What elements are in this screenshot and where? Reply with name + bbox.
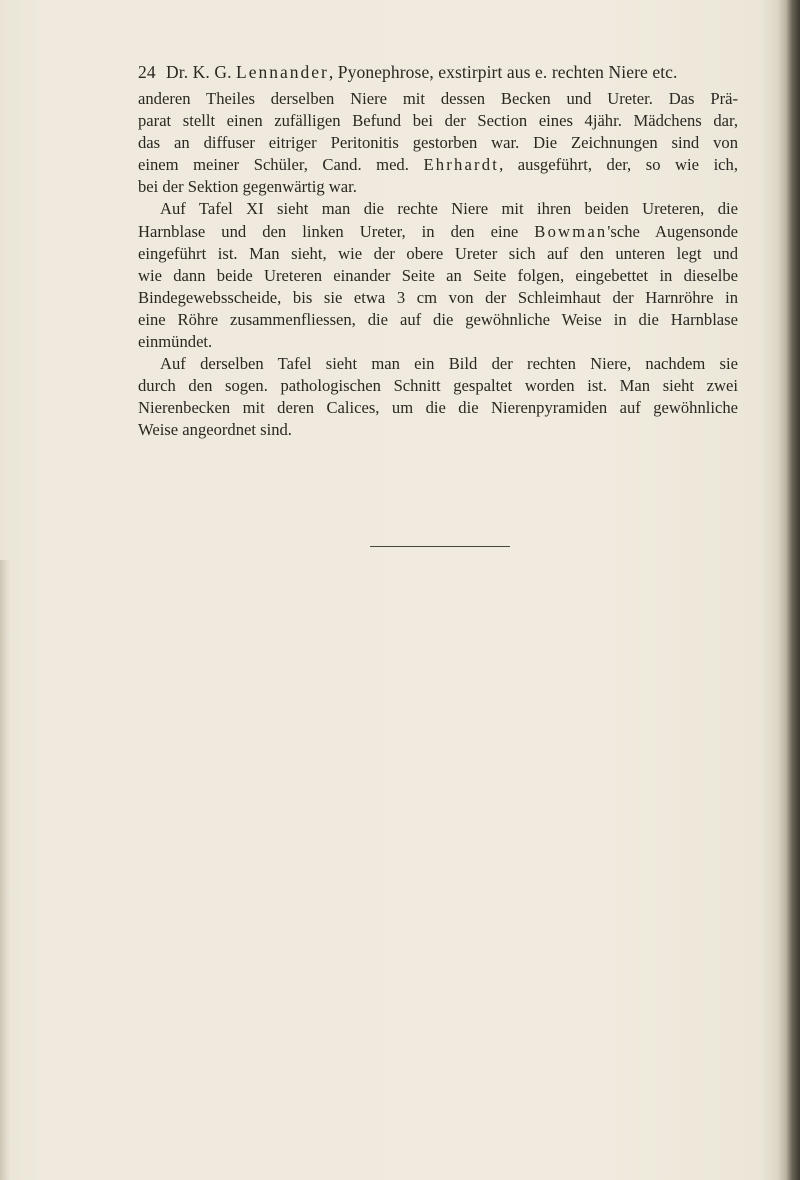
page-edge-shadow-left <box>0 560 10 1180</box>
text-line: Auf derselben Tafel sieht man ein Bild der rechten Niere, nachdem sie <box>160 354 738 374</box>
text-line <box>138 221 738 243</box>
page-edge-shadow-right <box>778 0 800 1180</box>
text-line: das an diffuser eitriger Peritonitis gestorben war. Die Zeichnungen sind von <box>138 133 738 153</box>
text-line: eine Röhre zusammenfliessen, die auf die gewöhnliche Weise in die Harnblase <box>138 309 738 329</box>
text-line: anderen Theiles derselben Niere mit dessen Becken und Ureter. Das Prä- <box>138 89 738 108</box>
text-line: Weise angeordnet sind. <box>138 420 292 440</box>
text-line: einmündet. <box>138 332 213 352</box>
spaced-name: Bowman <box>534 221 608 241</box>
text-segment: , ausgeführt, der, so wie ich, <box>499 155 738 175</box>
text-line: bei der Sektion gegenwärtig war. <box>138 177 357 197</box>
text-line: Bindegewebsscheide, bis sie etwa 3 cm von der Schleimhaut der Harnröhre in <box>138 287 738 307</box>
running-header <box>138 62 738 83</box>
header-author-name: Lennander <box>236 62 329 82</box>
text-line <box>138 154 738 176</box>
header-title: , Pyonephrose, exstirpirt aus e. rechten Niere etc. <box>328 62 678 82</box>
text-segment: einem meiner Schüler, Cand. med. <box>138 155 424 175</box>
text-segment: Harnblase und den linken Ureter, in den eine <box>138 221 535 241</box>
body-text <box>138 88 738 442</box>
text-line: eingeführt ist. Man sieht, wie der obere Ureter sich auf den unteren legt und <box>138 243 738 263</box>
page-number: 24 <box>138 62 156 82</box>
text-line: wie dann beide Ureteren einander Seite an Seite folgen, eingebettet in dieselbe <box>138 265 738 285</box>
text-line: Auf Tafel XI sieht man die rechte Niere mit ihren beiden Ureteren, die <box>160 199 738 219</box>
section-divider-rule <box>370 546 510 547</box>
text-line: parat stellt einen zufälligen Befund bei der Section eines 4jähr. Mädchens dar, <box>138 111 738 131</box>
spaced-name: Ehrhardt <box>423 155 500 175</box>
header-author-prefix: Dr. K. G. <box>166 62 237 82</box>
text-line: Nierenbecken mit deren Calices, um die die Nierenpyramiden auf gewöhnliche <box>138 398 738 418</box>
text-line: durch den sogen. pathologischen Schnitt gespaltet worden ist. Man sieht zwei <box>138 376 738 396</box>
text-segment: 'sche Augensonde <box>607 221 738 241</box>
